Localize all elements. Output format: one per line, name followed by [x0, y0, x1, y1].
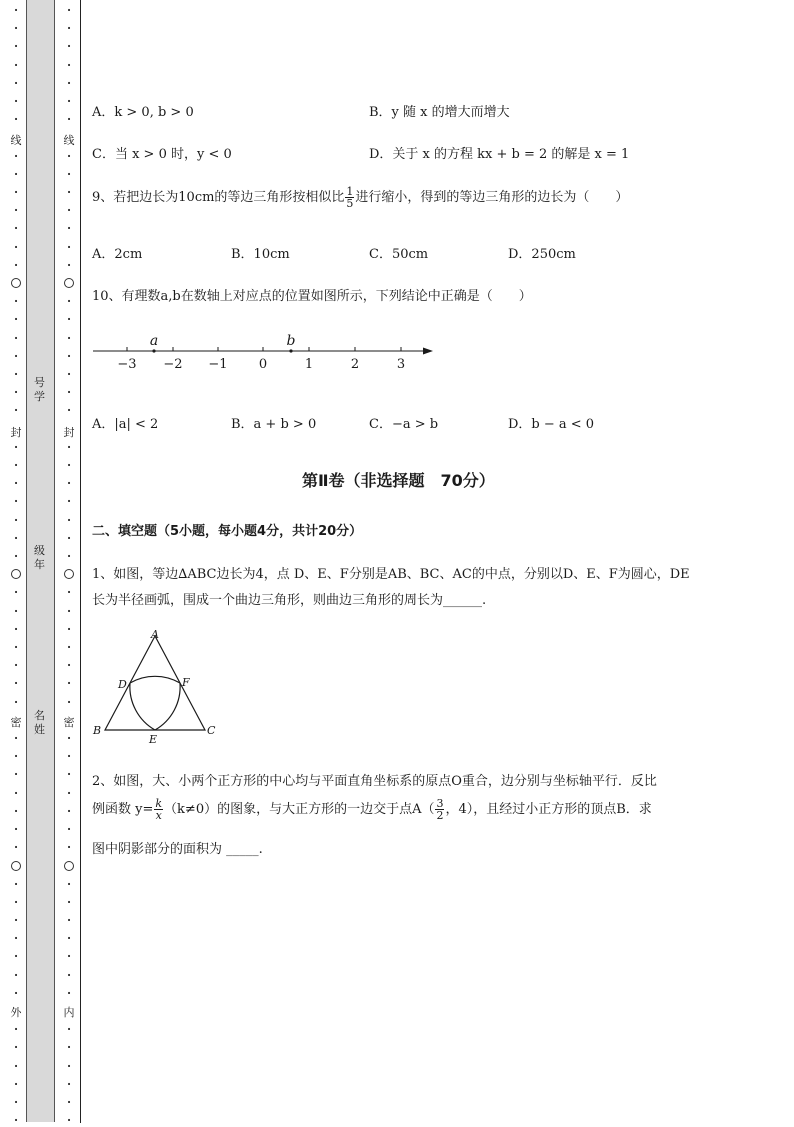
binding-dot: · — [67, 113, 71, 126]
binding-dot: · — [67, 696, 71, 709]
q8-option-c: C．当 x > 0 时，y < 0 — [92, 147, 232, 162]
fill2-frac-3: 3 — [436, 797, 444, 810]
binding-dot: · — [67, 495, 71, 508]
inner-label-feng: 封 — [63, 426, 75, 439]
vertex-c-label: C — [207, 724, 216, 737]
binding-dot: · — [14, 950, 18, 963]
binding-dot: · — [14, 805, 18, 818]
tick-label-0: 0 — [258, 357, 268, 372]
inner-label-nei: 内 — [63, 1006, 75, 1019]
binding-dot: · — [14, 404, 18, 417]
binding-dot: · — [14, 750, 18, 763]
binding-dot: · — [67, 1114, 71, 1127]
binding-dot: · — [67, 4, 71, 17]
tick-label-2: 2 — [350, 357, 360, 372]
binding-dot: · — [14, 186, 18, 199]
binding-dot: · — [14, 386, 18, 399]
binding-dot: · — [67, 623, 71, 636]
name-label: 名 姓 — [34, 709, 45, 736]
binding-dot: · — [67, 950, 71, 963]
binding-dot: · — [14, 441, 18, 454]
q9-stem-after: 进行缩小，得到的等边三角形的边长为（ ） — [355, 190, 629, 205]
tick-label-neg2: −2 — [163, 357, 183, 372]
binding-dot: · — [67, 969, 71, 982]
binding-dot: · — [67, 841, 71, 854]
q9-option-a: A．2cm — [92, 247, 143, 262]
q9-frac-num: 1 — [346, 185, 354, 198]
fill2-k-over-x — [154, 798, 163, 821]
binding-dot: · — [14, 295, 18, 308]
binding-dot: · — [67, 823, 71, 836]
binding-dot: · — [14, 168, 18, 181]
student-id-label: 号 学 — [34, 376, 45, 403]
binding-dot: · — [67, 40, 71, 53]
binding-dot: · — [67, 514, 71, 527]
binding-dot: · — [14, 914, 18, 927]
q10-option-c: C．−a > b — [369, 417, 439, 432]
outer-label-mi: 密 — [10, 716, 22, 729]
binding-circle — [64, 278, 74, 288]
q9-option-d: D．250cm — [508, 247, 576, 262]
outer-label-xian: 线 — [10, 134, 22, 147]
binding-dot: · — [14, 696, 18, 709]
vertex-a-label: A — [151, 628, 159, 641]
binding-dot: · — [67, 186, 71, 199]
point-e-label: E — [149, 733, 158, 746]
fill2-line3: 图中阴影部分的面积为 _____. — [92, 842, 263, 857]
q9-option-c: C．50cm — [369, 247, 429, 262]
margin-rule — [80, 0, 81, 1123]
point-d-label: D — [118, 678, 127, 691]
binding-dot: · — [67, 404, 71, 417]
outer-label-wai: 外 — [10, 1006, 22, 1019]
q10-stem: 10、有理数a,b在数轴上对应点的位置如图所示，下列结论中正确是（ ） — [92, 289, 532, 304]
binding-dot: · — [67, 295, 71, 308]
binding-dot: · — [14, 1114, 18, 1127]
fill2-frac-2: 2 — [436, 809, 444, 822]
binding-dot: · — [67, 532, 71, 545]
tick-label-1: 1 — [304, 357, 314, 372]
binding-dot: · — [67, 659, 71, 672]
binding-dot: · — [67, 259, 71, 272]
binding-dot: · — [14, 4, 18, 17]
inner-label-mi: 密 — [63, 716, 75, 729]
tick-label-neg1: −1 — [208, 357, 228, 372]
tick-label-3: 3 — [396, 357, 406, 372]
binding-dot: · — [14, 823, 18, 836]
binding-dot: · — [67, 677, 71, 690]
binding-dot: · — [14, 332, 18, 345]
outer-label-feng: 封 — [10, 426, 22, 439]
binding-dot: · — [14, 514, 18, 527]
binding-dot: · — [67, 22, 71, 35]
fill2-frac-k: k — [155, 797, 163, 810]
q9-frac-den: 5 — [346, 197, 354, 210]
point-b — [289, 349, 292, 352]
binding-dot: · — [14, 969, 18, 982]
binding-dot: · — [67, 77, 71, 90]
binding-dot: · — [14, 659, 18, 672]
binding-circle — [64, 569, 74, 579]
binding-dot: · — [67, 1078, 71, 1091]
binding-dot: · — [14, 368, 18, 381]
binding-dot: · — [67, 1060, 71, 1073]
binding-dot: · — [14, 787, 18, 800]
binding-dot: · — [14, 896, 18, 909]
binding-dot: · — [67, 313, 71, 326]
binding-dot: · — [67, 332, 71, 345]
binding-dot: · — [67, 1096, 71, 1109]
binding-dot: · — [14, 113, 18, 126]
point-a — [152, 349, 155, 352]
binding-dot: · — [14, 641, 18, 654]
binding-dot: · — [67, 787, 71, 800]
binding-margin — [0, 0, 82, 1127]
binding-circle — [11, 278, 21, 288]
q10-option-b: B．a + b > 0 — [231, 417, 317, 432]
q8-option-a: A．k > 0, b > 0 — [92, 105, 194, 120]
binding-dot: · — [14, 204, 18, 217]
binding-dot: · — [14, 932, 18, 945]
binding-dot: · — [67, 896, 71, 909]
q9-stem — [92, 186, 628, 209]
binding-dot: · — [14, 1041, 18, 1054]
binding-dot: · — [67, 878, 71, 891]
binding-dot: · — [67, 477, 71, 490]
binding-dot: · — [14, 59, 18, 72]
curved-triangle-figure — [92, 626, 222, 746]
q10-option-d: D．b − a < 0 — [508, 417, 595, 432]
binding-dot: · — [67, 586, 71, 599]
binding-dot: · — [14, 878, 18, 891]
part-two-title: 第Ⅱ卷（非选择题 70分） — [302, 471, 495, 490]
binding-dot: · — [67, 459, 71, 472]
binding-dot: · — [14, 732, 18, 745]
binding-dot: · — [14, 677, 18, 690]
fill2-line2-a: 例函数 y= — [92, 802, 154, 817]
arc-top — [130, 676, 180, 683]
binding-dot: · — [67, 95, 71, 108]
binding-dot: · — [67, 914, 71, 927]
fill-blank-section-heading: 二、填空题（5小题，每小题4分，共计20分） — [92, 524, 363, 539]
fill1-line1: 1、如图，等边∆ABC边长为4，点 D、E、F分别是AB、BC、AC的中点，分别以D、E、F为圆心，DE — [92, 567, 690, 582]
binding-dot: · — [14, 477, 18, 490]
binding-dot: · — [14, 259, 18, 272]
binding-dot: · — [14, 40, 18, 53]
binding-dot: · — [14, 77, 18, 90]
point-f-label: F — [182, 676, 190, 689]
binding-dot: · — [14, 350, 18, 363]
binding-dot: · — [67, 222, 71, 235]
binding-dot: · — [14, 550, 18, 563]
binding-dot: · — [14, 605, 18, 618]
binding-dot: · — [14, 241, 18, 254]
binding-dot: · — [67, 204, 71, 217]
binding-dot: · — [67, 641, 71, 654]
number-line-arrow — [423, 348, 433, 355]
fill2-three-halves — [435, 798, 444, 821]
point-b-label: b — [286, 333, 296, 349]
fill2-line2-b: （k≠0）的图象，与大正方形的一边交于点A（ — [164, 802, 435, 817]
q9-stem-before: 9、若把边长为10cm的等边三角形按相似比 — [92, 190, 345, 205]
binding-dot: · — [67, 550, 71, 563]
binding-dot: · — [67, 732, 71, 745]
binding-dot: · — [14, 1023, 18, 1036]
binding-dot: · — [14, 222, 18, 235]
point-a-label: a — [149, 333, 159, 349]
q9-option-b: B．10cm — [231, 247, 290, 262]
binding-dot: · — [14, 987, 18, 1000]
q8-option-d: D．关于 x 的方程 kx + b = 2 的解是 x = 1 — [369, 147, 630, 162]
binding-dot: · — [14, 313, 18, 326]
binding-dot: · — [67, 987, 71, 1000]
binding-dot: · — [67, 150, 71, 163]
binding-dot: · — [14, 586, 18, 599]
arc-right — [155, 683, 180, 730]
binding-dot: · — [14, 150, 18, 163]
binding-dot: · — [67, 1041, 71, 1054]
binding-dot: · — [14, 1060, 18, 1073]
number-line-figure — [92, 328, 437, 376]
binding-circle — [11, 569, 21, 579]
binding-circle — [11, 861, 21, 871]
binding-dot: · — [67, 750, 71, 763]
binding-dot: · — [67, 368, 71, 381]
binding-dot: · — [14, 1078, 18, 1091]
arc-left — [130, 683, 155, 730]
binding-dot: · — [67, 441, 71, 454]
binding-dot: · — [67, 168, 71, 181]
binding-dot: · — [67, 805, 71, 818]
inner-label-xian: 线 — [63, 134, 75, 147]
fill2-frac-x: x — [155, 809, 162, 822]
binding-dot: · — [14, 495, 18, 508]
binding-dot: · — [67, 1023, 71, 1036]
tick-label-neg3: −3 — [117, 357, 137, 372]
binding-dot: · — [67, 932, 71, 945]
binding-dot: · — [67, 605, 71, 618]
binding-dot: · — [14, 532, 18, 545]
binding-dot: · — [14, 841, 18, 854]
binding-dot: · — [14, 768, 18, 781]
binding-circle — [64, 861, 74, 871]
fill2-line2-c: ，4），且经过小正方形的顶点B．求 — [445, 802, 652, 817]
grade-label: 级 年 — [34, 544, 45, 571]
binding-dot: · — [14, 1096, 18, 1109]
fill1-line2: 长为半径画弧，围成一个曲边三角形，则曲边三角形的周长为______. — [92, 593, 487, 608]
vertex-b-label: B — [93, 724, 102, 737]
q8-option-b: B．y 随 x 的增大而增大 — [369, 105, 510, 120]
binding-dot: · — [14, 459, 18, 472]
q10-option-a: A．|a| < 2 — [92, 417, 159, 432]
binding-dot: · — [14, 22, 18, 35]
binding-dot: · — [14, 95, 18, 108]
binding-dot: · — [67, 386, 71, 399]
q9-ratio-fraction — [345, 186, 354, 209]
binding-dot: · — [67, 768, 71, 781]
binding-dot: · — [67, 350, 71, 363]
fill2-line1: 2、如图，大、小两个正方形的中心均与平面直角坐标系的原点O重合，边分别与坐标轴平行．反比 — [92, 774, 657, 789]
fill2-line2 — [92, 798, 652, 821]
number-line-ticks — [127, 347, 401, 351]
binding-dot: · — [67, 59, 71, 72]
binding-dot: · — [14, 623, 18, 636]
binding-dot: · — [67, 241, 71, 254]
